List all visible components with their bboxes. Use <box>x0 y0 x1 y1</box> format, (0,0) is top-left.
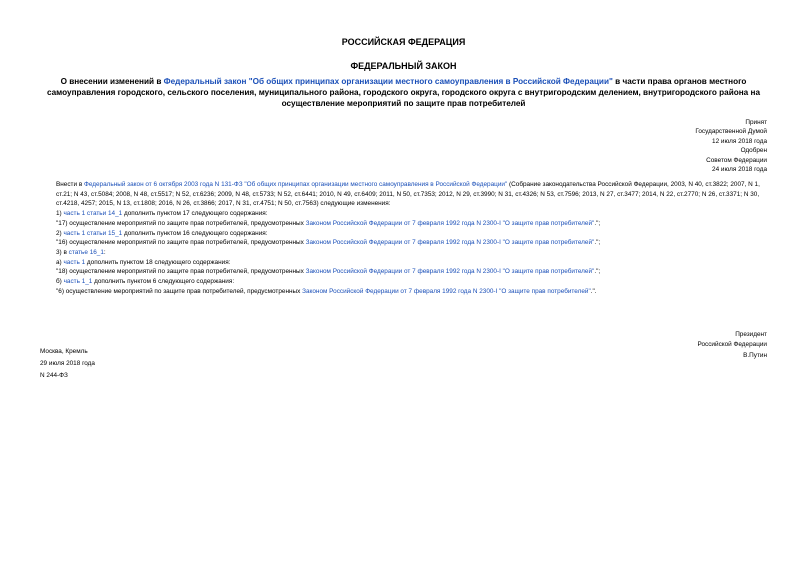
item-3b <box>56 277 767 287</box>
intro-suffix: (Собрание законодательства Российской Федерации, 2003, N 40, ст.3822; 2007, N 1, ст.21; N 43, ст.5084; 2008, N 48, ст.5517; N 52, ст.6236; 2009, N 48, ст.5733; N 52, ст.6441; 2010, N 49, ст.6409; 2011, N 50, ст.7353; 2012, N 29, ст.3990; N 31, ст.4326; N 53, ст.7596; 2013, N 27, ст.3477; 2014, N 22, ст.2770; N 26, ст.3371; N 30, ст.4218, 4257; 2015, N 13, ст.1808; 2016, N 26, ст.3866; 2017, N 31, ст.4751; N 50, ст.7563) следующие изменения: <box>56 181 760 208</box>
item-3a <box>56 258 767 268</box>
signature-block <box>698 330 768 361</box>
signature-line-2: Российской Федерации <box>697 341 767 349</box>
date-line: 29 июля 2018 года <box>40 360 95 367</box>
quote-1-link[interactable]: Законом Российской Федерации от 7 февраля 1992 года N 2300-I "О защите прав потребителей" <box>305 219 595 227</box>
item-2 <box>56 229 767 239</box>
item-3a-prefix: а) <box>56 258 64 266</box>
quote-2-suffix: ."; <box>594 239 601 247</box>
item-3b-link[interactable]: часть 1_1 <box>63 278 93 286</box>
place-date-block <box>40 346 95 382</box>
adoption-line-2: Государственной Думой <box>695 128 767 136</box>
signature-line-1: Президент <box>735 331 767 338</box>
item-2-prefix: 2) <box>56 229 64 237</box>
signature-line-3: В.Путин <box>743 351 767 359</box>
item-3a-suffix: дополнить пунктом 18 следующего содержания: <box>85 258 231 266</box>
quote-3 <box>56 267 767 277</box>
item-1 <box>56 209 767 219</box>
adoption-line-6: 24 июля 2018 года <box>712 166 767 174</box>
quote-3-link[interactable]: Законом Российской Федерации от 7 февраля 1992 года N 2300-I "О защите прав потребителей" <box>305 268 595 276</box>
law-type-heading: ФЕДЕРАЛЬНЫЙ ЗАКОН <box>350 61 457 71</box>
title-prefix: О внесении изменений в <box>60 77 164 86</box>
quote-2-prefix: "16) осуществление мероприятий по защите прав потребителей, предусмотренных <box>56 239 306 247</box>
quote-1-suffix: ."; <box>594 219 601 227</box>
item-3b-prefix: б) <box>56 278 64 286</box>
item-3-suffix: : <box>103 248 106 256</box>
item-1-link[interactable]: часть 1 статьи 14_1 <box>63 210 123 218</box>
law-body <box>56 180 767 296</box>
quote-3-prefix: "18) осуществление мероприятий по защите прав потребителей, предусмотренных <box>56 268 306 276</box>
intro-prefix: Внести в <box>56 181 84 188</box>
country-heading: РОССИЙСКАЯ ФЕДЕРАЦИЯ <box>341 37 466 47</box>
adoption-line-4: Одобрен <box>740 147 767 155</box>
adoption-line-5: Советом Федерации <box>706 156 767 164</box>
adoption-block <box>695 118 767 174</box>
item-3-prefix: 3) в <box>56 248 69 256</box>
place-line: Москва, Кремль <box>40 348 88 355</box>
item-2-link[interactable]: часть 1 статьи 15_1 <box>63 229 123 237</box>
quote-4 <box>56 287 767 297</box>
adoption-line-1: Принят <box>745 119 767 126</box>
quote-4-prefix: "6) осуществление мероприятий по защите прав потребителей, предусмотренных <box>56 287 303 295</box>
law-title <box>40 76 767 109</box>
item-1-suffix: дополнить пунктом 17 следующего содержания: <box>122 210 268 218</box>
title-suffix: в части права органов местного самоуправления городского, сельского поселения, муниципального района, городского округа, городского округа с внутригородским делением, внутригородского района на осуществление мероприятий по защите прав потребителей <box>46 77 761 108</box>
item-3a-link[interactable]: часть 1 <box>63 258 86 266</box>
item-3 <box>56 248 767 258</box>
item-3-link[interactable]: статье 16_1 <box>68 248 104 256</box>
law-number-line: N 244-ФЗ <box>40 372 68 379</box>
item-3b-suffix: дополнить пунктом 6 следующего содержания: <box>92 278 235 286</box>
item-2-suffix: дополнить пунктом 16 следующего содержания: <box>122 229 268 237</box>
title-law-link[interactable]: Федеральный закон "Об общих принципах организации местного самоуправления в Российской Федерации" <box>163 77 613 86</box>
adoption-line-3: 12 июля 2018 года <box>712 137 767 145</box>
quote-4-link[interactable]: Законом Российской Федерации от 7 февраля 1992 года N 2300-I "О защите прав потребителей" <box>302 287 591 295</box>
item-1-prefix: 1) <box>56 210 64 218</box>
intro-law-link[interactable]: Федеральный закон от 6 октября 2003 года N 131-ФЗ "Об общих принципах организации местного самоуправления в Российской Федерации" <box>83 181 508 188</box>
quote-2 <box>56 238 767 248</box>
quote-1 <box>56 219 767 229</box>
intro-paragraph <box>56 180 767 209</box>
quote-2-link[interactable]: Законом Российской Федерации от 7 февраля 1992 года N 2300-I "О защите прав потребителей" <box>305 239 595 247</box>
quote-4-suffix: .". <box>590 287 597 295</box>
quote-3-suffix: ."; <box>594 268 601 276</box>
quote-1-prefix: "17) осуществление мероприятий по защите прав потребителей, предусмотренных <box>56 219 306 227</box>
